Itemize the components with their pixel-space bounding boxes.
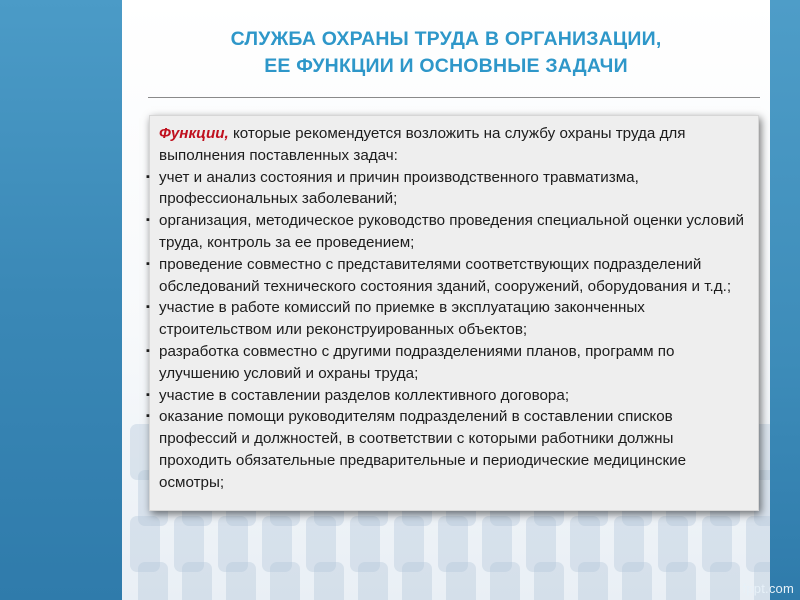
intro-text: которые рекомендуется возложить на службу охраны труда для выполнения поставленных задач: <box>159 125 686 164</box>
bullet-icon: ▪ <box>146 301 150 314</box>
right-decor-panel <box>770 0 800 600</box>
bullet-icon: ▪ <box>146 214 150 227</box>
slide <box>122 0 770 600</box>
title-line-1: СЛУЖБА ОХРАНЫ ТРУДА В ОРГАНИЗАЦИИ, <box>230 28 662 50</box>
functions-list <box>146 167 748 494</box>
decor-tile <box>138 562 168 600</box>
list-item-text: учет и анализ состояния и причин производственного травматизма, профессиональных заболеваний; <box>159 168 639 208</box>
list-item <box>146 210 748 254</box>
bullet-icon: ▪ <box>146 388 150 401</box>
decor-tile <box>358 562 388 600</box>
decor-tile <box>666 562 696 600</box>
list-item <box>146 341 748 385</box>
list-item-text: оказание помощи руководителям подразделений в составлении списков профессий и должностей, в соответствии с которыми работники должны проходить обязательные предварительные и периодические медицинские осмотры; <box>159 408 687 491</box>
list-item-text: проведение совместно с представителями соответствующих подразделений обследований технического состояния зданий, сооружений, оборудования и т.д.; <box>159 255 732 295</box>
slide-title <box>122 26 770 80</box>
list-item <box>146 254 748 298</box>
decor-tile <box>270 562 300 600</box>
list-item <box>146 406 748 493</box>
list-item-text: разработка совместно с другими подразделениями планов, программ по улучшению условий и охраны труда; <box>159 342 675 382</box>
left-decor-panel <box>0 0 122 600</box>
decor-tile <box>226 562 256 600</box>
list-item-text: участие в работе комиссий по приемке в эксплуатацию законченных строительством или реконструированных объектов; <box>159 299 645 339</box>
decor-tile <box>490 562 520 600</box>
bullet-icon: ▪ <box>146 170 150 183</box>
list-item <box>146 297 748 341</box>
list-item <box>146 167 748 211</box>
title-divider <box>148 97 760 98</box>
decor-tile <box>402 562 432 600</box>
decor-tile <box>578 562 608 600</box>
bullet-icon: ▪ <box>146 344 150 357</box>
title-line-2: ЕЕ ФУНКЦИИ И ОСНОВНЫЕ ЗАДАЧИ <box>264 55 628 77</box>
decor-tile <box>534 562 564 600</box>
intro-lead: Функции, <box>159 125 229 142</box>
bullet-icon: ▪ <box>146 257 150 270</box>
functions-box <box>146 115 759 511</box>
decor-tile <box>710 562 740 600</box>
decor-tile <box>446 562 476 600</box>
decor-tile <box>182 562 212 600</box>
bullet-icon: ▪ <box>146 410 150 423</box>
decor-tile <box>622 562 652 600</box>
decor-tile <box>314 562 344 600</box>
list-item-text: организация, методическое руководство проведения специальной оценки условий труда, контроль за ее проведением; <box>159 212 744 251</box>
functions-intro <box>150 123 748 167</box>
fppt-watermark: fppt.com <box>742 581 794 596</box>
list-item-text: участие в составлении разделов коллективного договора; <box>159 386 570 404</box>
list-item <box>146 385 748 407</box>
